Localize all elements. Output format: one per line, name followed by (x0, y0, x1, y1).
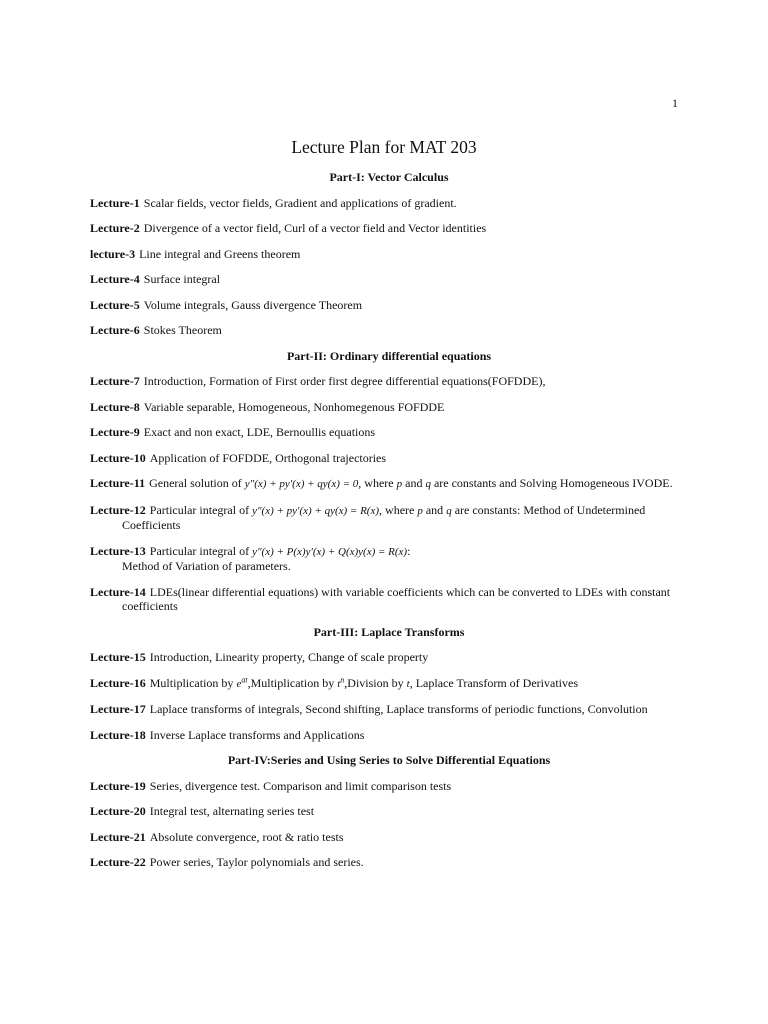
lecture-topic-pre: Particular integral of (149, 502, 250, 517)
lecture-topic: Line integral and Greens theorem (139, 246, 301, 261)
part-heading-ode: Part-II: Ordinary differential equations (286, 348, 492, 363)
lecture-number: Lecture-14 (90, 584, 146, 599)
lecture-number: Lecture-1 (90, 195, 140, 210)
exp-superscript: at (241, 674, 248, 684)
page-number: 1 (672, 96, 678, 110)
lecture-topic-pre: Particular integral of (149, 543, 250, 558)
variable-q: q (425, 478, 431, 490)
lecture-number: Lecture-4 (90, 272, 140, 286)
variable-t: t (406, 677, 410, 690)
lecture-number: Lecture-2 (90, 221, 140, 235)
lecture-topic: Scalar fields, vector fields, Gradient and applications of gradient. (143, 195, 457, 210)
lecture-number: Lecture-20 (90, 804, 146, 818)
lecture-topic-line2: Method of Variation of parameters. (122, 559, 291, 573)
pow-base: t (337, 677, 341, 690)
lecture-number: Lecture-10 (90, 450, 146, 465)
lecture-topic: LDEs(linear differential equations) with variable coefficients which can be converted to LDEs with constant coefficients (122, 584, 671, 613)
lecture-number: Lecture-12 (90, 502, 146, 517)
lecture-topic-mid: , where (379, 502, 415, 517)
equation: y″(x) + P(x)y′(x) + Q(x)y(x) = R(x) (252, 545, 408, 558)
equation: y″(x) + py′(x) + qy(x) = R(x) (252, 504, 380, 517)
conjunction: and (405, 476, 423, 490)
lecture-topic-pre: General solution of (149, 476, 242, 490)
equation: y″(x) + py′(x) + qy(x) = 0 (244, 478, 359, 490)
lecture-topic: Series, divergence test. Comparison and limit comparison tests (149, 778, 452, 793)
lecture-number: Lecture-7 (90, 374, 140, 388)
lecture-topic: Power series, Taylor polynomials and series. (149, 855, 364, 869)
lecture-number: lecture-3 (90, 246, 136, 261)
lecture-item (90, 221, 688, 236)
document-title: Lecture Plan for MAT 203 (291, 137, 477, 157)
lecture-item (90, 272, 688, 287)
lecture-item (90, 804, 688, 819)
lecture-item (90, 451, 688, 466)
lecture-item (90, 585, 688, 614)
lecture-topic: Inverse Laplace transforms and Applications (149, 727, 365, 742)
lecture-topic: Divergence of a vector field, Curl of a vector field and Vector identities (143, 221, 487, 235)
lecture-item (90, 425, 688, 440)
lecture-topic-post: are constants and Solving Homogeneous IVODE. (433, 476, 673, 490)
lecture-number: Lecture-17 (90, 702, 146, 716)
lecture-topic: Exact and non exact, LDE, Bernoullis equations (143, 425, 376, 439)
lecture-item (90, 503, 688, 533)
part-heading-series: Part-IV:Series and Using Series to Solve Differential Equations (227, 753, 551, 767)
lecture-topic-tail: , Laplace Transform of Derivatives (409, 675, 578, 690)
lecture-item (90, 544, 688, 574)
lecture-item (90, 855, 688, 870)
lecture-item (90, 298, 688, 313)
lecture-number: Lecture-6 (90, 323, 140, 337)
part-heading-vector-calculus: Part-I: Vector Calculus (329, 170, 449, 184)
lecture-topic-pre: Multiplication by (149, 675, 234, 690)
lecture-topic-post: are constants: Method of Undetermined Coefficients (122, 502, 646, 532)
lecture-item (90, 323, 688, 338)
lecture-topic: Volume integrals, Gauss divergence Theorem (143, 297, 363, 312)
lecture-topic-post: : (407, 543, 411, 558)
lecture-plan-content (90, 170, 688, 881)
lecture-item (90, 676, 688, 692)
lecture-number: Lecture-15 (90, 650, 146, 664)
exponential-term (236, 674, 248, 690)
variable-p: p (396, 478, 403, 490)
lecture-item (90, 400, 688, 415)
lecture-number: Lecture-11 (90, 476, 146, 490)
lecture-topic-mid: , where (358, 476, 394, 490)
lecture-topic: Stokes Theorem (143, 323, 222, 337)
lecture-item (90, 779, 688, 794)
lecture-number: Lecture-13 (90, 543, 146, 558)
lecture-topic: Application of FOFDDE, Orthogonal trajectories (149, 450, 387, 465)
lecture-item (90, 196, 688, 211)
lecture-topic: Introduction, Formation of First order first degree differential equations(FOFDDE), (143, 374, 546, 388)
lecture-topic: Variable separable, Homogeneous, Nonhomegenous FOFDDE (143, 399, 445, 414)
lecture-number: Lecture-9 (90, 425, 140, 439)
lecture-number: Lecture-18 (90, 727, 146, 742)
lecture-topic-post: ,Division by (344, 675, 404, 690)
lecture-topic: Surface integral (143, 272, 221, 286)
lecture-number: Lecture-21 (90, 829, 146, 844)
lecture-item (90, 374, 688, 389)
lecture-number: Lecture-8 (90, 399, 140, 414)
exp-base: e (236, 677, 242, 690)
lecture-item (90, 247, 688, 262)
lecture-number: Lecture-19 (90, 778, 146, 793)
lecture-item (90, 830, 688, 845)
lecture-topic: Introduction, Linearity property, Change of scale property (149, 650, 429, 664)
lecture-item (90, 650, 688, 665)
lecture-item (90, 728, 688, 743)
lecture-number: Lecture-22 (90, 855, 146, 869)
variable-q: q (446, 504, 452, 517)
lecture-topic: Integral test, alternating series test (149, 804, 315, 818)
variable-p: p (417, 504, 423, 517)
part-heading-laplace: Part-III: Laplace Transforms (313, 624, 465, 639)
lecture-topic: Absolute convergence, root & ratio tests (149, 829, 344, 844)
lecture-number: Lecture-5 (90, 297, 140, 312)
lecture-item (90, 702, 688, 717)
lecture-topic-mid: ,Multiplication by (247, 675, 335, 690)
lecture-number: Lecture-16 (90, 675, 146, 690)
pow-superscript: n (340, 674, 345, 684)
conjunction: and (425, 502, 444, 517)
lecture-item (90, 476, 688, 492)
lecture-topic: Laplace transforms of integrals, Second shifting, Laplace transforms of periodic functions, Convolution (149, 702, 648, 716)
